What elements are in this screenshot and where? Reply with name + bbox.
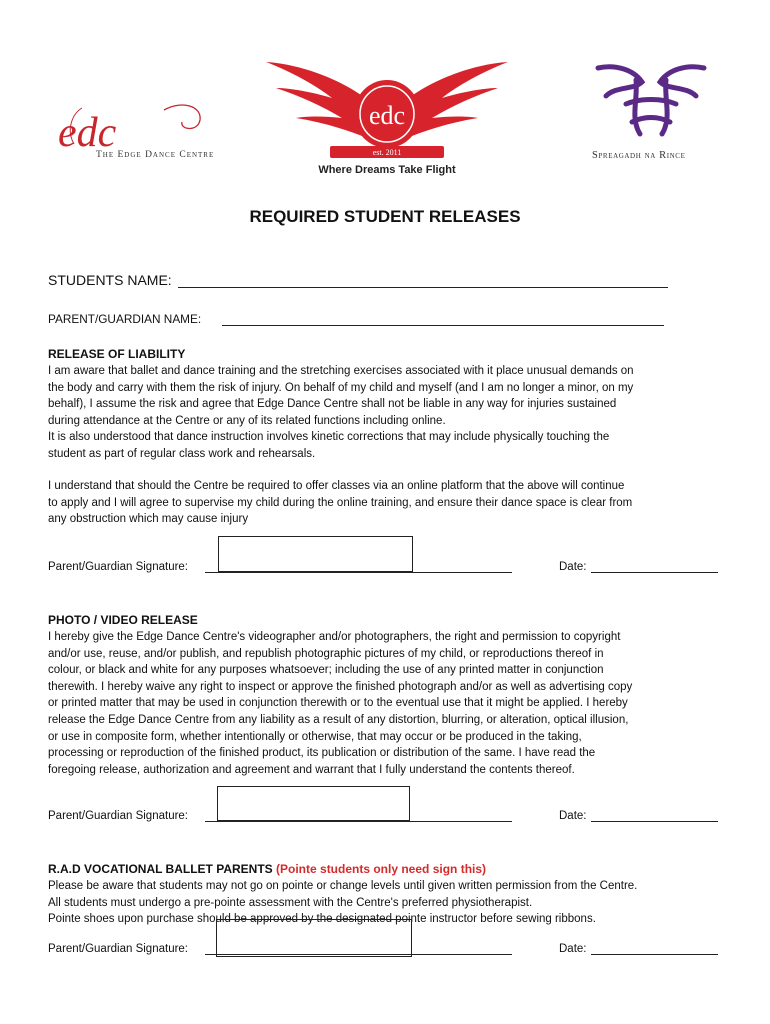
photo-line: and/or use, reuse, and/or publish, and republish photographic pictures of my child, or reproductions thereof in xyxy=(48,647,604,660)
page-title: REQUIRED STUDENT RELEASES xyxy=(249,207,521,226)
left-logo-subtitle: The Edge Dance Centre xyxy=(96,150,215,160)
liability-line: the body and carry with them the risk of injury. On behalf of my child and myself (and I am no longer a minor, on my xyxy=(48,381,634,394)
parent-name-label: PARENT/GUARDIAN NAME: xyxy=(48,312,202,326)
liability-text xyxy=(48,363,728,463)
online-line: I understand that should the Centre be required to offer classes via an online platform that the above will continue xyxy=(48,480,625,492)
photo-line: I hereby give the Edge Dance Centre's videographer and/or photographers, the right and permission to copyright xyxy=(48,631,621,643)
photo-text xyxy=(48,629,728,778)
right-logo-name: Spreagadh na Rince xyxy=(592,150,686,161)
photo-line: processing or reproduction of the finished product, its publication or distribution of the same. I have read the xyxy=(48,747,596,760)
rad-line: Pointe shoes upon purchase should be approved by the designated pointe instructor before sewing ribbons. xyxy=(48,913,596,926)
celtic-logo-right xyxy=(586,60,716,170)
liability-line: student as part of regular class work and rehearsals. xyxy=(48,447,316,460)
liability-line: during attendance at the Centre or any of its related functions including online. xyxy=(48,414,446,427)
students-name-field[interactable] xyxy=(178,287,668,288)
students-name-label: STUDENTS NAME: xyxy=(48,272,172,288)
rad-line: Please be aware that students may not go on pointe or change levels until given written permission from the Centre. xyxy=(48,880,638,892)
liability-date-label: Date: xyxy=(559,561,587,573)
rad-date-field[interactable] xyxy=(591,954,718,955)
liability-signature-box[interactable] xyxy=(218,536,413,572)
center-brand-mark: edc xyxy=(368,101,406,130)
rad-line: All students must undergo a pre-pointe assessment with the Centre's preferred physiotherapist. xyxy=(48,896,533,909)
photo-line: foregoing release, authorization and agreement and warrant that I fully understand the contents thereof. xyxy=(48,763,575,776)
rad-heading-row xyxy=(48,862,486,876)
liability-signature-label: Parent/Guardian Signature: xyxy=(48,561,189,573)
liability-date-field[interactable] xyxy=(591,572,718,573)
photo-heading: PHOTO / VIDEO RELEASE xyxy=(48,613,198,627)
edc-logo-left xyxy=(52,100,252,170)
online-line: to apply and I will agree to supervise my child during the online training, and ensure their dance space is clear from xyxy=(48,496,633,509)
liability-line: behalf), I assume the risk and agree that Edge Dance Centre shall not be liable in any way for injuries sustained xyxy=(48,398,617,411)
online-text xyxy=(48,478,728,528)
photo-line: release the Edge Dance Centre from any liability as a result of any distortion, blurring, or alteration, optical illusion, xyxy=(48,713,629,726)
photo-signature-label: Parent/Guardian Signature: xyxy=(48,810,189,822)
parent-name-field[interactable] xyxy=(222,325,664,326)
liability-line: It is also understood that dance instruction involves kinetic corrections that may include physically touching the xyxy=(48,431,610,444)
edc-logo-center xyxy=(262,42,512,178)
online-line: any obstruction which may cause injury xyxy=(48,513,249,526)
photo-signature-box[interactable] xyxy=(217,786,410,821)
center-est-text: est. 2011 xyxy=(372,148,402,157)
winged-edc-logo-icon xyxy=(262,42,512,178)
photo-line: or use in composite form, whether intentionally or otherwise, that may occur or be produced in the taking, xyxy=(48,730,582,743)
photo-signature-line xyxy=(205,821,512,822)
rad-signature-label: Parent/Guardian Signature: xyxy=(48,943,189,955)
rad-heading: R.A.D VOCATIONAL BALLET PARENTS xyxy=(48,862,273,876)
left-brand-mark: edc xyxy=(58,110,117,156)
photo-line: therewith. I hereby waive any right to inspect or approve the finished photograph and/or as well as advertising copy xyxy=(48,680,633,693)
liability-heading: RELEASE OF LIABILITY xyxy=(48,347,186,361)
center-tagline: Where Dreams Take Flight xyxy=(318,164,456,176)
photo-date-field[interactable] xyxy=(591,821,718,822)
rad-date-label: Date: xyxy=(559,943,587,955)
celtic-knot-icon xyxy=(586,60,716,142)
photo-date-label: Date: xyxy=(559,810,587,822)
photo-line: or printed matter that may be used in conjunction therewith or to the eventual use that it might be applied. I hereby xyxy=(48,697,628,710)
liability-signature-line xyxy=(205,572,512,573)
liability-line: I am aware that ballet and dance training and the stretching exercises associated with it place unusual demands on xyxy=(48,365,634,377)
rad-signature-line xyxy=(205,954,512,955)
rad-heading-note: (Pointe students only need sign this) xyxy=(276,862,487,876)
photo-line: colour, or black and white for any purposes whatsoever; including the use of any printed matter in conjunction xyxy=(48,664,604,677)
rad-signature-box[interactable] xyxy=(216,919,412,957)
